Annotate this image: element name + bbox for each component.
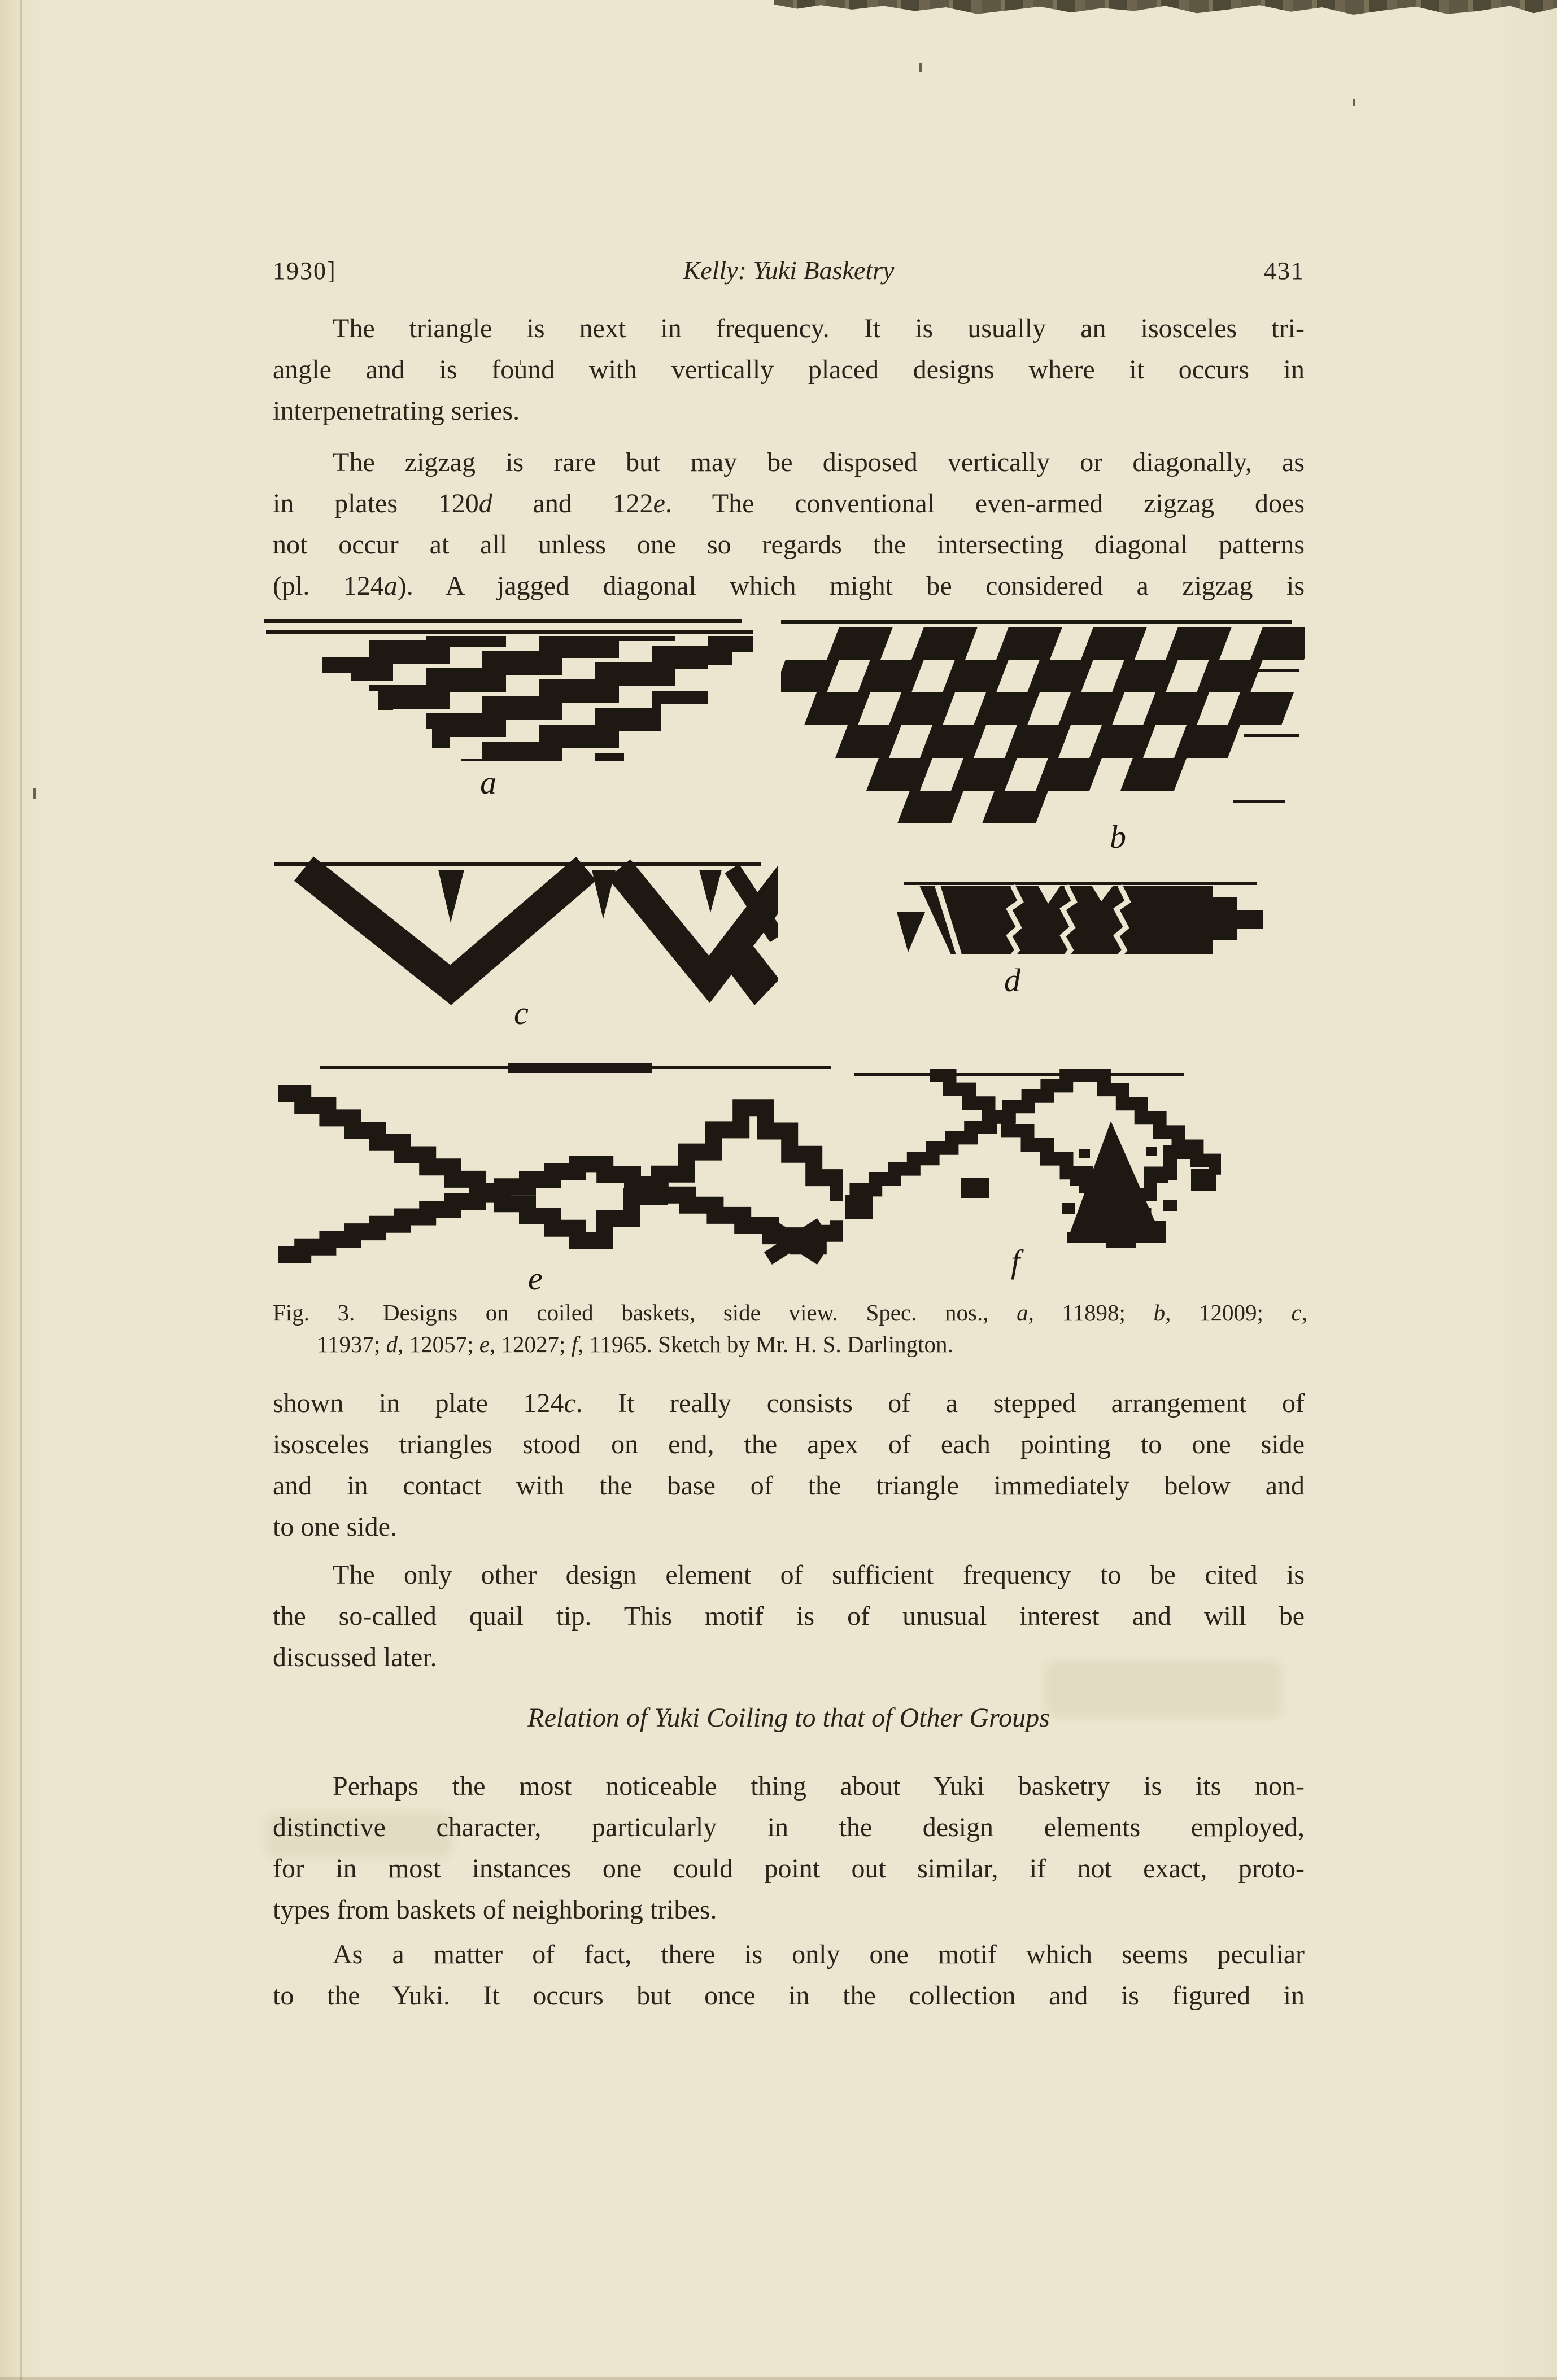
text-line: The only other design element of sufficient frequency to be cited is: [333, 1560, 1305, 1590]
text-line: Perhaps the most noticeable thing about Yuki basketry is its non-: [333, 1771, 1305, 1801]
text-line: not occur at all unless one so regards the intersecting diagonal patterns: [273, 530, 1305, 560]
figure-label-e: e: [528, 1260, 543, 1297]
basket-design-c-drawing: [270, 854, 778, 1008]
text-line: As a matter of fact, there is only one motif which seems peculiar: [333, 1939, 1305, 1969]
figure-label-f: f: [1011, 1243, 1020, 1280]
figure-label-c: c: [514, 995, 529, 1031]
basket-design-a-drawing: [263, 619, 765, 766]
paper-speck: [1353, 99, 1355, 106]
paragraph-stepped-arrangement: [273, 1383, 1305, 1548]
text-line: The zigzag is rare but may be disposed vertically or diagonally, as: [333, 447, 1305, 477]
text-line: in plates 120d and 122e. The conventional even-armed zigzag does: [273, 489, 1305, 518]
left-page-crease: [20, 0, 22, 2380]
text-line: The triangle is next in frequency. It is usually an isosceles tri-: [333, 313, 1305, 343]
section-heading: Relation of Yuki Coiling to that of Other Groups: [527, 1703, 1050, 1733]
text-line: to the Yuki. It occurs but once in the collection and is figured in: [273, 1981, 1305, 2011]
figure-label-d: d: [1004, 962, 1020, 999]
paragraph-nondistinctive: [273, 1766, 1305, 1930]
basket-design-e-drawing: [261, 1060, 843, 1273]
text-line: shown in plate 124c. It really consists of a stepped arrangement of: [273, 1388, 1305, 1418]
basket-design-b-drawing: [781, 614, 1305, 832]
torn-paper-edge: [774, 0, 1557, 15]
paper-speck: [33, 788, 36, 799]
paper-speck: [919, 63, 922, 72]
text-line: (pl. 124a). A jagged diagonal which might be considered a zigzag is: [273, 571, 1305, 601]
text-line: distinctive character, particularly in the design elements employed,: [273, 1812, 1305, 1842]
paragraph-one-motif: [273, 1934, 1305, 2016]
figure-label-a: a: [480, 764, 496, 801]
figure-label-b: b: [1110, 818, 1126, 855]
paragraph-triangle: [273, 308, 1305, 431]
text-line: angle and is found with vertically placed designs where it occurs in: [273, 355, 1305, 385]
text-line: to one side.: [273, 1512, 397, 1542]
text-line: 11937; d, 12057; e, 12027; f, 11965. Sketch by Mr. H. S. Darlington.: [317, 1331, 953, 1357]
text-line: types from baskets of neighboring tribes.: [273, 1895, 717, 1925]
paragraph-quail-tip: [273, 1554, 1305, 1678]
bottom-page-edge: [0, 2377, 1557, 2380]
text-line: isosceles triangles stood on end, the apex of each pointing to one side: [273, 1429, 1305, 1459]
basket-design-f-drawing: [845, 1067, 1221, 1251]
figure-caption: [273, 1297, 1307, 1360]
header-running-title: Kelly: Yuki Basketry: [683, 256, 895, 285]
text-line: discussed later.: [273, 1642, 437, 1672]
text-line: Fig. 3. Designs on coiled baskets, side view. Spec. nos., a, 11898; b, 12009; c,: [273, 1300, 1307, 1326]
basket-design-d-drawing: [897, 881, 1270, 960]
text-line: interpenetrating series.: [273, 396, 520, 426]
paragraph-zigzag: [273, 442, 1305, 607]
header-year: 1930]: [273, 257, 337, 285]
text-line: and in contact with the base of the triangle immediately below and: [273, 1471, 1305, 1501]
header-page-number: 431: [1264, 257, 1305, 285]
text-line: for in most instances one could point out similar, if not exact, proto-: [273, 1854, 1305, 1884]
text-line: the so-called quail tip. This motif is of unusual interest and will be: [273, 1601, 1305, 1631]
page-header: [273, 255, 1305, 290]
